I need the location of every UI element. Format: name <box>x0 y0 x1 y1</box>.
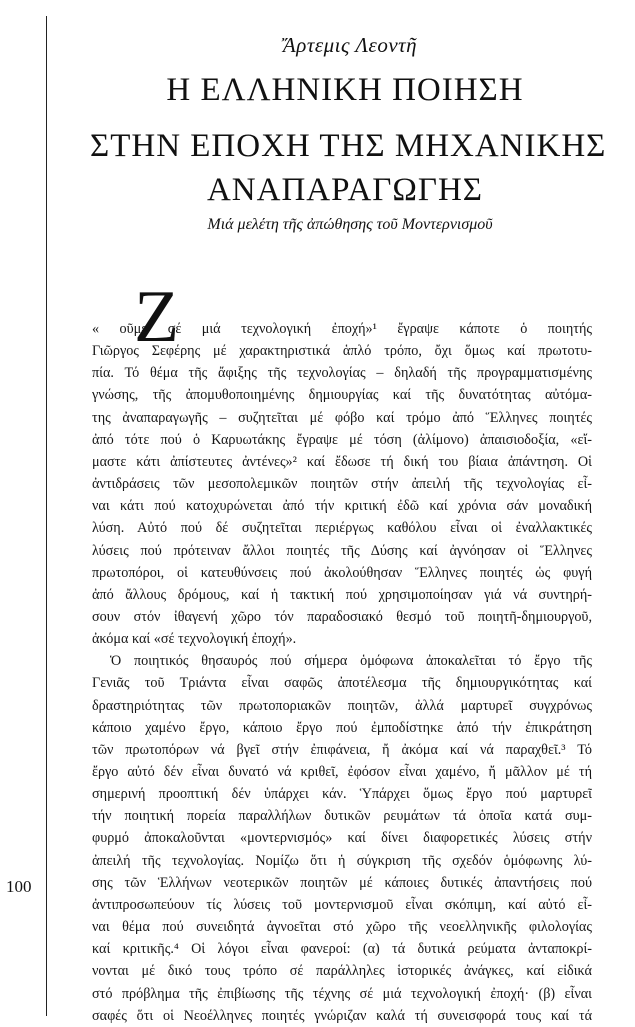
text-line: ἀπειλή τῆς τεχνολογίας. Νομίζω ὅτι ἡ σύγκριση τῆς σχεδόν ὁμόφωνης λύ- <box>92 852 592 869</box>
text-line: ἔργο αὐτό δέν εἶναι δυνατό νά κριθεῖ, ἐφόσον εἶναι χαμένο, ἤ μᾶλλον μέ τή <box>92 764 592 780</box>
text-line: νονται μέ δικό τους τρόπο σέ παράλληλες ἱστορικές ἀνάγκες, καί εἰδικά <box>92 963 592 980</box>
drop-cap: Z <box>134 276 180 358</box>
text-line: πρωτοπόροι, οἱ κατευθύνσεις πού ἀκολούθησαν Ἕλληνες ποιητές ὡς φυγή <box>92 564 592 581</box>
text-line: στό πρόβλημα τῆς ἐπιβίωσης τῆς τέχνης σέ μιά τεχνολογική ἐποχή· (β) εἶναι <box>92 985 592 1002</box>
text-line: ἀντιπροσωπεύουν τίς λύσεις τοῦ μοντερνισμοῦ εἶναι σκόπιμη, καί αὐτό εἶ- <box>92 896 592 913</box>
text-line: σης τῶν Ἑλλήνων νεοτερικῶν ποιητῶν μέ κάποιες δυτικές ἀπαντήσεις πού <box>92 874 592 891</box>
text-line: « οῦμε σέ μιά τεχνολογική ἐποχή»¹ ἔγραψε κάποτε ὁ ποιητής <box>92 321 592 337</box>
text-line: σημερινή προοπτική δέν ὑπάρχει κάν. Ὑπάρχει ὅμως ἔργο πού μαρτυρεῖ <box>92 786 592 803</box>
text-line: ἀπό ἄλλους δρόμους, καί ἡ τακτική πού χρησιμοποίησαν γιά νά συντηρή- <box>92 586 592 603</box>
title-line-2: ΣΤΗΝ ΕΠΟΧΗ ΤΗΣ ΜΗΧΑΝΙΚΗΣ <box>90 128 607 164</box>
text-line: γνώσης, τῆς ἀπομυθοποιημένης δημιουργίας καί τῆς δυνατότητας αὐτόμα- <box>92 387 592 404</box>
title-line-3: ΑΝΑΠΑΡΑΓΩΓΗΣ <box>206 172 484 208</box>
text-line: τήν ποιητική πορεία παραλλήλων δυτικῶν ρευμάτων τά ὁποῖα κατά συμ- <box>92 808 592 825</box>
page-number: 100 <box>6 877 32 896</box>
text-line: φυρμό ἀποκαλοῦνται «μοντερνισμός» καί δίνει διαφορετικές λύσεις στήν <box>92 830 592 847</box>
text-line: ναι θέμα πού συνειδητά ἀγνοεῖται στό χῶρο τῆς νεοελληνικῆς φιλολογίας <box>92 919 592 936</box>
text-line: Ὁ ποιητικός θησαυρός πού σήμερα ὁμόφωνα ἀποκαλεῖται τό ἔργο τῆς <box>110 653 592 670</box>
text-line: λύση. Αὐτό πού δέ συζητεῖται περιέργως καθόλου εἶναι οἱ ἐναλλακτικές <box>92 520 592 537</box>
text-line: τῶν πρωτοπόρων νά βγεῖ στήν ἐπιφάνεια, ἤ ἀκόμα καί νά παραχθεῖ.³ Τό <box>92 741 592 758</box>
text-line: ἀπό τότε πού ὁ Καρυωτάκης ἔγραψε μέ τόση (ἀλίμονο) ἀπαισιοδοξία, «εἴ- <box>92 431 592 448</box>
text-line: δραστηριότητας τῶν πρωτοποριακῶν ποιητῶν, ἀλλά μαρτυρεῖ συγχρόνως <box>92 697 592 714</box>
text-line: πία. Τό θέμα τῆς ἄφιξης τῆς τεχνολογίας – δηλαδή τῆς προγραμματισμένης <box>92 365 592 382</box>
subtitle: Μιά μελέτη τῆς ἀπώθησης τοῦ Μοντερνισμοῦ <box>207 216 493 233</box>
author-name: Ἄρτεμις Λεοντῆ <box>282 33 418 57</box>
text-line: κάποιο χαμένο ἔργο, κάποιο ἔργο πού ἐμποδίστηκε ἀπό τήν ἐπικράτηση <box>92 719 592 736</box>
text-line: ἀκόμα καί «σέ τεχνολογική ἐποχή». <box>92 631 297 648</box>
text-line: Γιῶργος Σεφέρης μέ χαρακτηριστικά ἁπλό τρόπο, ὄχι ὅμως καί πρωτοτυ- <box>92 343 592 360</box>
text-line: ναι κάτι πού κατοχυρώνεται ἀπό τήν κριτική ἐδῶ καί χρόνια σάν μοναδική <box>92 498 592 515</box>
text-line: ἀντιδράσεις τῶν μεσοπολεμικῶν ποιητῶν στήν ἀπειλή τῆς τεχνολογίας εἶ- <box>92 476 592 493</box>
text-line: σουν στόν ἰθαγενή χῶρο τόν παραδοσιακό θεσμό τοῦ ποιητῆ-δημιουργοῦ, <box>92 608 592 625</box>
text-line: σαφές ὅτι οἱ Νεοέλληνες ποιητές γνώριζαν καλά τή συνεισφορά τους καί τά <box>92 1007 592 1024</box>
text-line: καί κριτικῆς.⁴ Οἱ λόγοι εἶναι φανεροί: (α) τά δυτικά ρεύματα ἀνταποκρί- <box>92 941 592 958</box>
text-line: Γενιᾶς τοῦ Τριάντα εἶναι σαφῶς ἀποτέλεσμα τῆς δημιουργικότητας καί <box>92 675 592 692</box>
text-line: της ἀναπαραγωγῆς – συζητεῖται μέ φόβο καί τρόμο ἀπό Ἕλληνες ποιητές <box>92 409 592 426</box>
title-line-1: Η ΕΛΛΗΝΙΚΗ ΠΟΙΗΣΗ <box>166 72 524 108</box>
margin-rule <box>46 16 47 1016</box>
text-line: λύσεις πού πρότειναν ἄλλοι ποιητές τῆς Δύσης καί ἀγνόησαν οἱ Ἕλληνες <box>92 542 592 559</box>
text-line: μαστε κάτι ἀπίστευτες ἀντένες»² καί ἔδωσε τή δική του βίαια ἀπάντηση. Οἱ <box>92 453 592 470</box>
